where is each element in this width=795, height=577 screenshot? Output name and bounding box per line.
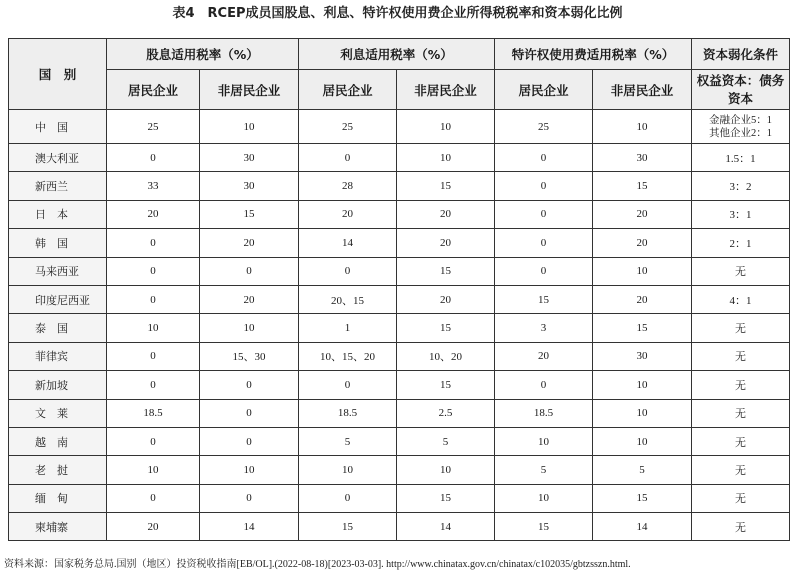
header-interest-nonresident: 非居民企业	[397, 70, 495, 110]
country-cell: 澳大利亚	[9, 144, 107, 172]
royalty-resident-cell: 5	[495, 456, 593, 484]
thin-cap-cell: 无	[692, 342, 790, 370]
country-cell: 泰 国	[9, 314, 107, 342]
interest-nonresident-cell: 20	[397, 285, 495, 313]
table-row	[9, 342, 790, 370]
thin-cap-cell: 4：1	[692, 285, 790, 313]
dividend-nonresident-cell: 0	[200, 484, 299, 512]
royalty-nonresident-cell: 10	[593, 371, 692, 399]
interest-nonresident-cell: 15	[397, 484, 495, 512]
country-cell: 老 挝	[9, 456, 107, 484]
royalty-nonresident-cell: 20	[593, 200, 692, 228]
header-interest: 利息适用税率（%）	[299, 39, 495, 70]
royalty-resident-cell: 18.5	[495, 399, 593, 427]
dividend-resident-cell: 20	[107, 200, 200, 228]
table-row	[9, 399, 790, 427]
thin-cap-cell: 3：1	[692, 200, 790, 228]
royalty-resident-cell: 0	[495, 200, 593, 228]
interest-nonresident-cell: 20	[397, 229, 495, 257]
dividend-resident-cell: 18.5	[107, 399, 200, 427]
royalty-resident-cell: 10	[495, 484, 593, 512]
thin-cap-cell	[692, 110, 790, 144]
royalty-resident-cell: 10	[495, 427, 593, 455]
country-cell: 越 南	[9, 427, 107, 455]
dividend-resident-cell: 33	[107, 172, 200, 200]
table-row	[9, 200, 790, 228]
royalty-nonresident-cell: 15	[593, 314, 692, 342]
thin-cap-cell: 无	[692, 371, 790, 399]
table-row	[9, 285, 790, 313]
royalty-resident-cell: 0	[495, 172, 593, 200]
table-row	[9, 427, 790, 455]
dividend-resident-cell: 0	[107, 229, 200, 257]
royalty-nonresident-cell: 30	[593, 144, 692, 172]
country-cell: 柬埔寨	[9, 513, 107, 541]
country-cell: 新西兰	[9, 172, 107, 200]
royalty-nonresident-cell: 14	[593, 513, 692, 541]
interest-resident-cell: 0	[299, 484, 397, 512]
table-body	[9, 110, 790, 541]
header-dividend: 股息适用税率（%）	[107, 39, 299, 70]
country-cell: 菲律宾	[9, 342, 107, 370]
thin-cap-cell: 无	[692, 484, 790, 512]
interest-resident-cell: 15	[299, 513, 397, 541]
interest-resident-cell: 14	[299, 229, 397, 257]
royalty-nonresident-cell: 15	[593, 484, 692, 512]
source-note: 资料来源：国家税务总局.国别（地区）投资税收指南[EB/OL].(2022-08-18)[2023-03-03]. http://www.chinatax.gov.cn/chinatax/c102035/gbtzsszn.html.	[4, 559, 631, 570]
table-row	[9, 172, 790, 200]
header-royalty-resident: 居民企业	[495, 70, 593, 110]
header-royalty: 特许权使用费适用税率（%）	[495, 39, 692, 70]
interest-nonresident-cell: 15	[397, 172, 495, 200]
table-row	[9, 513, 790, 541]
header-interest-resident: 居民企业	[299, 70, 397, 110]
royalty-nonresident-cell: 20	[593, 229, 692, 257]
dividend-nonresident-cell: 15、30	[200, 342, 299, 370]
dividend-resident-cell: 25	[107, 110, 200, 144]
dividend-nonresident-cell: 10	[200, 456, 299, 484]
royalty-resident-cell: 15	[495, 285, 593, 313]
dividend-nonresident-cell: 10	[200, 314, 299, 342]
thin-cap-cell: 无	[692, 314, 790, 342]
dividend-nonresident-cell: 20	[200, 229, 299, 257]
dividend-nonresident-cell: 30	[200, 144, 299, 172]
interest-resident-cell: 28	[299, 172, 397, 200]
thin-cap-cell: 1.5：1	[692, 144, 790, 172]
interest-resident-cell: 18.5	[299, 399, 397, 427]
header-dividend-nonresident: 非居民企业	[200, 70, 299, 110]
thin-cap-cell: 无	[692, 257, 790, 285]
interest-resident-cell: 5	[299, 427, 397, 455]
header-dividend-resident: 居民企业	[107, 70, 200, 110]
dividend-nonresident-cell: 0	[200, 257, 299, 285]
interest-resident-cell: 25	[299, 110, 397, 144]
country-cell: 缅 甸	[9, 484, 107, 512]
country-cell: 中 国	[9, 110, 107, 144]
header-thin-cap: 资本弱化条件	[692, 39, 790, 70]
interest-nonresident-cell: 15	[397, 257, 495, 285]
table-row	[9, 257, 790, 285]
interest-nonresident-cell: 14	[397, 513, 495, 541]
interest-resident-cell: 20、15	[299, 285, 397, 313]
table-row	[9, 314, 790, 342]
table-row	[9, 229, 790, 257]
header-row-top	[9, 39, 790, 70]
interest-resident-cell: 20	[299, 200, 397, 228]
interest-resident-cell: 10、15、20	[299, 342, 397, 370]
interest-nonresident-cell: 20	[397, 200, 495, 228]
table-row	[9, 144, 790, 172]
header-row-sub	[9, 70, 790, 110]
dividend-nonresident-cell: 30	[200, 172, 299, 200]
country-cell: 马来西亚	[9, 257, 107, 285]
header-thin-cap-ratio: 权益资本：债务资本	[692, 70, 790, 110]
tax-rate-table	[8, 38, 790, 541]
table-row	[9, 371, 790, 399]
thin-cap-line: 金融企业5：1	[709, 114, 772, 126]
royalty-nonresident-cell: 15	[593, 172, 692, 200]
table-row	[9, 484, 790, 512]
royalty-nonresident-cell: 5	[593, 456, 692, 484]
royalty-resident-cell: 25	[495, 110, 593, 144]
country-cell: 韩 国	[9, 229, 107, 257]
royalty-resident-cell: 0	[495, 144, 593, 172]
royalty-nonresident-cell: 10	[593, 427, 692, 455]
country-cell: 新加坡	[9, 371, 107, 399]
thin-cap-cell: 无	[692, 427, 790, 455]
dividend-nonresident-cell: 0	[200, 427, 299, 455]
royalty-nonresident-cell: 10	[593, 399, 692, 427]
table-row	[9, 456, 790, 484]
country-cell: 文 莱	[9, 399, 107, 427]
dividend-nonresident-cell: 0	[200, 399, 299, 427]
interest-nonresident-cell: 2.5	[397, 399, 495, 427]
dividend-nonresident-cell: 10	[200, 110, 299, 144]
royalty-nonresident-cell: 30	[593, 342, 692, 370]
dividend-resident-cell: 10	[107, 314, 200, 342]
royalty-resident-cell: 3	[495, 314, 593, 342]
royalty-resident-cell: 15	[495, 513, 593, 541]
country-cell: 印度尼西亚	[9, 285, 107, 313]
dividend-nonresident-cell: 14	[200, 513, 299, 541]
royalty-nonresident-cell: 20	[593, 285, 692, 313]
dividend-resident-cell: 0	[107, 144, 200, 172]
dividend-resident-cell: 0	[107, 371, 200, 399]
dividend-resident-cell: 0	[107, 484, 200, 512]
royalty-resident-cell: 20	[495, 342, 593, 370]
thin-cap-cell: 3：2	[692, 172, 790, 200]
royalty-resident-cell: 0	[495, 229, 593, 257]
royalty-resident-cell: 0	[495, 371, 593, 399]
table-title: 表4 RCEP成员国股息、利息、特许权使用费企业所得税税率和资本弱化比例	[172, 6, 623, 21]
royalty-nonresident-cell: 10	[593, 257, 692, 285]
dividend-resident-cell: 0	[107, 285, 200, 313]
interest-nonresident-cell: 15	[397, 314, 495, 342]
dividend-resident-cell: 0	[107, 427, 200, 455]
thin-cap-cell: 无	[692, 513, 790, 541]
interest-nonresident-cell: 10、20	[397, 342, 495, 370]
interest-resident-cell: 1	[299, 314, 397, 342]
interest-resident-cell: 0	[299, 144, 397, 172]
header-country: 国 别	[9, 39, 107, 110]
dividend-nonresident-cell: 15	[200, 200, 299, 228]
dividend-resident-cell: 0	[107, 257, 200, 285]
dividend-resident-cell: 0	[107, 342, 200, 370]
interest-nonresident-cell: 10	[397, 456, 495, 484]
royalty-resident-cell: 0	[495, 257, 593, 285]
interest-nonresident-cell: 15	[397, 371, 495, 399]
thin-cap-cell: 无	[692, 399, 790, 427]
header-royalty-nonresident: 非居民企业	[593, 70, 692, 110]
interest-nonresident-cell: 10	[397, 144, 495, 172]
royalty-nonresident-cell: 10	[593, 110, 692, 144]
table-row	[9, 110, 790, 144]
thin-cap-cell: 无	[692, 456, 790, 484]
country-cell: 日 本	[9, 200, 107, 228]
dividend-resident-cell: 10	[107, 456, 200, 484]
interest-resident-cell: 0	[299, 257, 397, 285]
thin-cap-line: 其他企业2：1	[709, 127, 772, 139]
interest-resident-cell: 10	[299, 456, 397, 484]
thin-cap-cell: 2：1	[692, 229, 790, 257]
interest-resident-cell: 0	[299, 371, 397, 399]
interest-nonresident-cell: 10	[397, 110, 495, 144]
interest-nonresident-cell: 5	[397, 427, 495, 455]
dividend-resident-cell: 20	[107, 513, 200, 541]
dividend-nonresident-cell: 0	[200, 371, 299, 399]
dividend-nonresident-cell: 20	[200, 285, 299, 313]
